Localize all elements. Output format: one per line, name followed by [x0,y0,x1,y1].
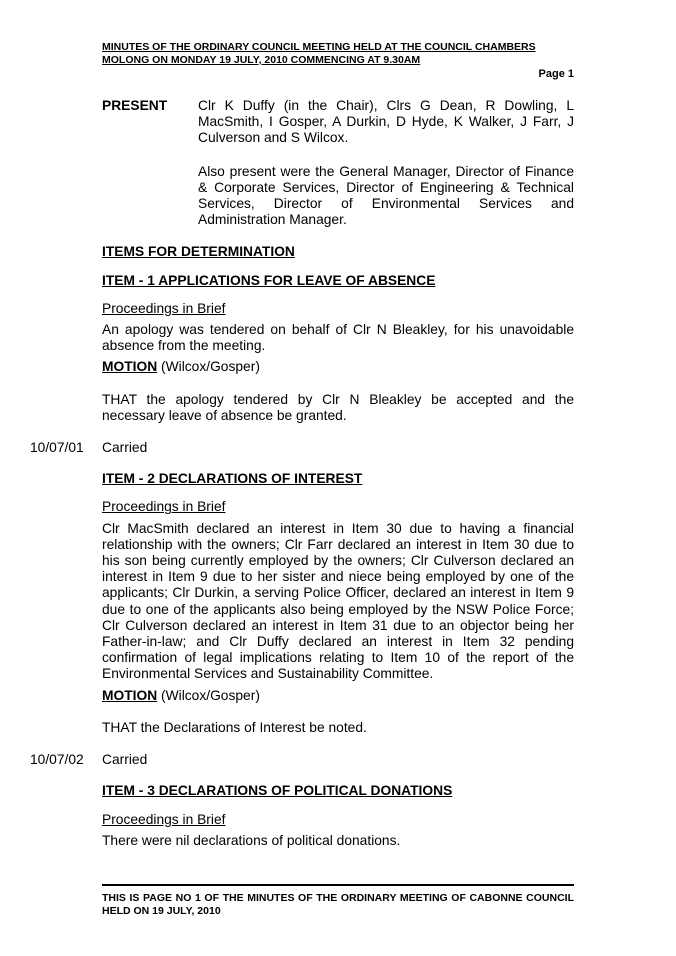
item-1-motion [102,359,574,375]
item-2-resolution-number: 10/07/02 [30,752,84,768]
item-2-result: Carried [102,752,148,768]
item-2-motion-movers: (Wilcox/Gosper) [157,687,260,703]
item-2-proceedings-label: Proceedings in Brief [102,499,226,515]
item-1-proceedings-label: Proceedings in Brief [102,300,226,316]
item-2-motion [102,688,574,704]
present-section [0,98,676,228]
item-3-proceedings-label: Proceedings in Brief [102,811,226,827]
item-2-proceedings-text: Clr MacSmith declared an interest in Item 30 due to having a financial relationship with the owners; Clr Farr declared an interest in Item 30 due to his son being currently employed by the owners; Clr Culverson declared an interest in Item 9 due to her sister and niece being employed by one of the applicants; Clr Durkin, a serving Police Officer, declared an interest in Item 9 due to one of the applicants also being employed by the NSW Police Force; Clr Culverson declared an interest in Item 31 due to an objector being her Father-in-law; and Clr Duffy declared an interest in Item 32 pending confirmation of legal implications relating to Item 10 of the report of the Environmental Services and Sustainability Committee. [102,520,574,682]
document-footer: THIS IS PAGE NO 1 OF THE MINUTES OF THE ORDINARY MEETING OF CABONNE COUNCIL HELD ON 19 JULY, 2010 [102,884,574,918]
item-1-proceedings-text: An apology was tendered on behalf of Clr N Bleakley, for his unavoidable absence from the meeting. [102,322,574,354]
item-1-resolution-text: THAT the apology tendered by Clr N Bleakley be accepted and the necessary leave of absence be granted. [102,391,574,423]
item-1-title: ITEM - 1 APPLICATIONS FOR LEAVE OF ABSENCE [102,272,436,288]
item-3-proceedings-text: There were nil declarations of political donations. [102,832,401,848]
item-2-motion-label: MOTION [102,687,158,703]
header-title-line-2: MOLONG ON MONDAY 19 JULY, 2010 COMMENCING AT 9.30AM [102,53,421,66]
item-1-resolution-number: 10/07/01 [30,440,84,456]
section-heading-items-for-determination: ITEMS FOR DETERMINATION [102,244,295,260]
header-title-line-1: MINUTES OF THE ORDINARY COUNCIL MEETING HELD AT THE COUNCIL CHAMBERS [102,41,536,53]
present-attendees: Clr K Duffy (in the Chair), Clrs G Dean, R Dowling, L MacSmith, I Gosper, A Durkin, D Hyde, K Walker, J Farr, J Culverson and S Wilcox. [198,98,574,146]
page-number: Page 1 [538,68,574,80]
item-1-result-row [0,440,676,456]
present-also-present: Also present were the General Manager, Director of Finance & Corporate Services, Director of Engineering & Technical Services, Director of Environmental Services and Administration Manager. [198,163,574,228]
document-header [102,41,574,66]
item-3-title: ITEM - 3 DECLARATIONS OF POLITICAL DONATIONS [102,783,453,799]
item-1-motion-label: MOTION [102,359,158,375]
item-2-title: ITEM - 2 DECLARATIONS OF INTEREST [102,471,363,487]
item-1-motion-movers: (Wilcox/Gosper) [157,359,260,375]
minutes-body [0,98,676,849]
item-2-result-row [0,752,676,768]
present-label: PRESENT [102,98,168,113]
item-2-resolution-text: THAT the Declarations of Interest be noted. [102,719,367,735]
item-1-result: Carried [102,440,148,456]
